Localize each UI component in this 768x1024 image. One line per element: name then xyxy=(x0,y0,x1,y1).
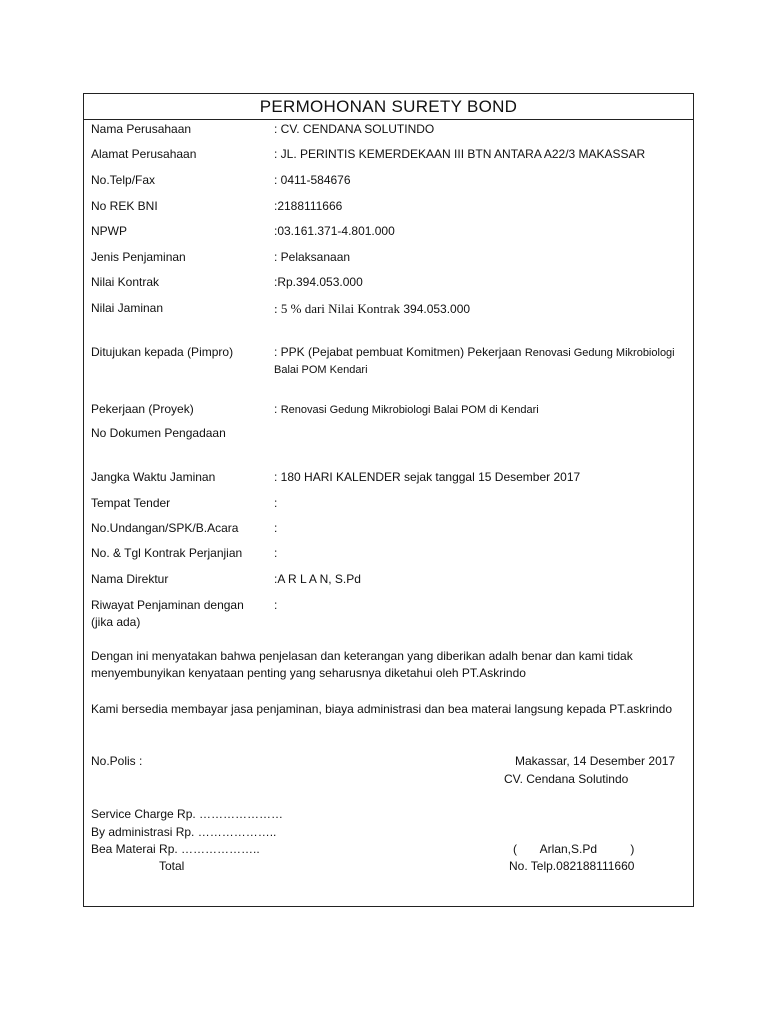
guarantee-value-prefix: : 5 % dari Nilai Kontrak xyxy=(274,301,400,316)
form-title: PERMOHONAN SURETY BOND xyxy=(84,94,693,120)
surety-bond-form xyxy=(83,93,694,907)
field-value-director-name: :A R L A N, S.Pd xyxy=(274,572,361,586)
field-label-tender-place: Tempat Tender xyxy=(91,496,171,510)
field-value-guarantee-history: : xyxy=(274,598,278,612)
field-value-tender-place: : xyxy=(274,496,278,510)
addressed-to-prefix: : PPK (Pejabat pembuat Komitmen) Pekerjaan xyxy=(274,345,522,359)
statement-payment: Kami bersedia membayar jasa penjaminan, biaya administrasi dan bea materai langsung kepada PT.askrindo xyxy=(91,702,672,716)
policy-number-label: No.Polis : xyxy=(91,754,143,768)
field-label-company-address: Alamat Perusahaan xyxy=(91,147,197,161)
addressed-to-project: Renovasi Gedung Mikrobiologi Balai POM Kendari xyxy=(274,347,675,376)
field-value-project xyxy=(274,401,539,419)
charge-total: Total xyxy=(159,859,185,873)
company-signature-name: CV. Cendana Solutindo xyxy=(504,772,629,786)
field-label-director-name: Nama Direktur xyxy=(91,572,169,586)
place-date: Makassar, 14 Desember 2017 xyxy=(515,754,676,768)
field-label-guarantee-value: Nilai Jaminan xyxy=(91,301,164,315)
field-label-npwp: NPWP xyxy=(91,224,127,238)
field-value-addressed-to xyxy=(274,344,692,378)
field-label-invitation-spk: No.Undangan/SPK/B.Acara xyxy=(91,521,239,535)
field-label-addressed-to: Ditujukan kepada (Pimpro) xyxy=(91,345,234,359)
field-label-contract-value: Nilai Kontrak xyxy=(91,275,160,289)
field-value-invitation-spk: : xyxy=(274,521,278,535)
field-label-guarantee-history: Riwayat Penjaminan dengan xyxy=(91,598,244,612)
signatory-name: ( Arlan,S.Pd ) xyxy=(513,842,635,856)
charge-stamp-duty: Bea Materai Rp. ……………….. xyxy=(91,842,260,856)
charge-administration: By administrasi Rp. ……………….. xyxy=(91,825,277,839)
statement-truthfulness: Dengan ini menyatakan bahwa penjelasan dan keterangan yang diberikan adalh benar dan kami tidak menyembunyikan kenyataan penting yang seharusnya diketahui oleh PT.Askrindo xyxy=(91,649,633,680)
field-value-guarantee-period: : 180 HARI KALENDER sejak tanggal 15 Desember 2017 xyxy=(274,470,581,484)
field-label-project: Pekerjaan (Proyek) xyxy=(91,402,194,416)
field-value-company-name: : CV. CENDANA SOLUTINDO xyxy=(274,122,435,136)
project-name: Renovasi Gedung Mikrobiologi Balai POM di Kendari xyxy=(280,404,539,416)
signatory-phone: No. Telp.082188111660 xyxy=(509,859,635,873)
charge-service: Service Charge Rp. ………………… xyxy=(91,807,284,821)
project-prefix: : xyxy=(274,402,278,416)
field-label-procurement-doc: No Dokumen Pengadaan xyxy=(91,426,226,440)
guarantee-value-amount: 394.053.000 xyxy=(403,302,471,316)
field-label-guarantee-period: Jangka Waktu Jaminan xyxy=(91,470,216,484)
field-label-bank-account: No REK BNI xyxy=(91,199,158,213)
field-value-npwp: :03.161.371-4.801.000 xyxy=(274,224,395,238)
field-value-contract-number-date: : xyxy=(274,546,278,560)
field-label-contract-number-date: No. & Tgl Kontrak Perjanjian xyxy=(91,546,243,560)
field-label-company-name: Nama Perusahaan xyxy=(91,122,192,136)
field-value-company-address: : JL. PERINTIS KEMERDEKAAN III BTN ANTARA A22/3 MAKASSAR xyxy=(274,147,646,161)
field-label-guarantee-history-note: (jika ada) xyxy=(91,615,141,629)
field-value-guarantee-type: : Pelaksanaan xyxy=(274,250,351,264)
field-label-phone-fax: No.Telp/Fax xyxy=(91,173,156,187)
field-value-bank-account: :2188111666 xyxy=(274,199,343,213)
field-label-guarantee-type: Jenis Penjaminan xyxy=(91,250,186,264)
field-value-phone-fax: : 0411-584676 xyxy=(274,173,351,187)
field-value-guarantee-value xyxy=(274,300,470,318)
field-value-contract-value: :Rp.394.053.000 xyxy=(274,275,363,289)
